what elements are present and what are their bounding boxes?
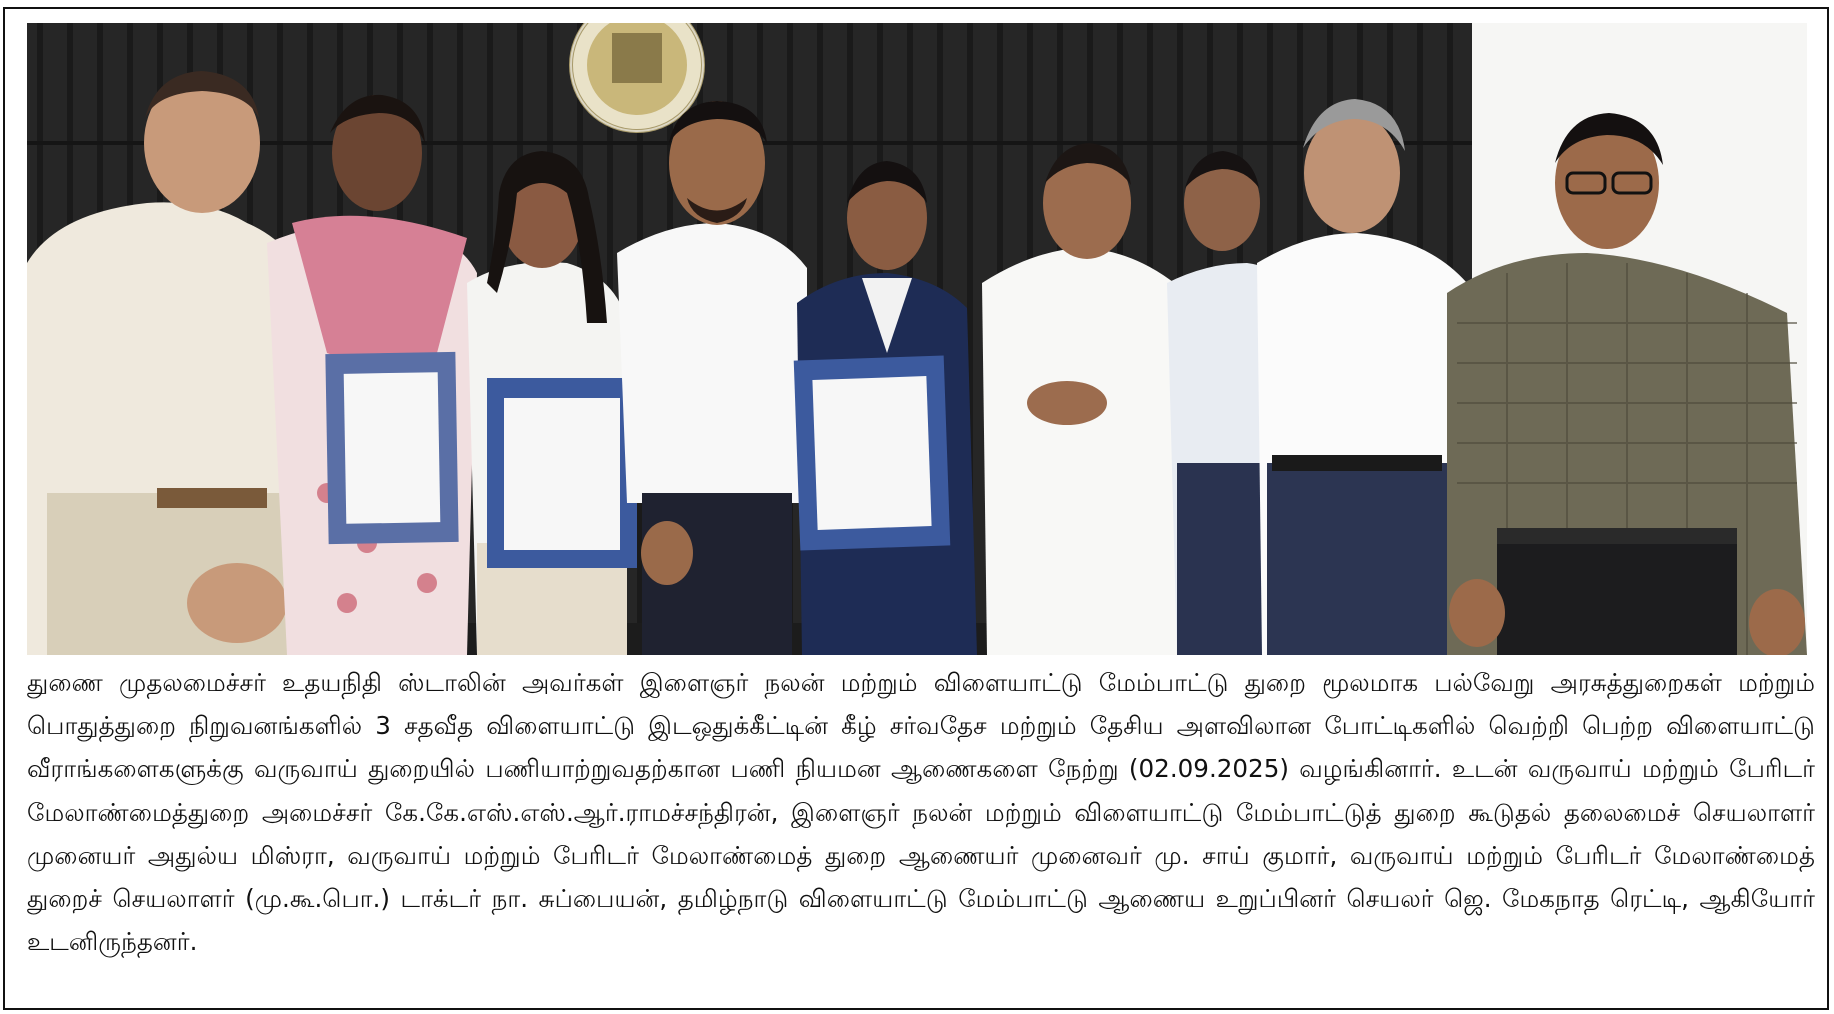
group-photo <box>27 23 1807 655</box>
photo-caption: துணை முதலமைச்சர் உதயநிதி ஸ்டாலின் அவர்கள் இளைஞர் நலன் மற்றும் விளையாட்டு மேம்பாட்டு துறை மூலமாக பல்வேறு அரசுத்துறைகள் மற்றும் பொதுத்துறை நிறுவனங்களில் 3 சதவீத விளையாட்டு இடஒதுக்கீட்டின் கீழ் சர்வதேச மற்றும் தேசிய அளவிலான போட்டிகளில் வெற்றி பெற்ற விளையாட்டு வீராங்களைகளுக்கு வருவாய் துறையில் பணியாற்றுவதற்கான பணி நியமன ஆணைகளை நேற்று (02.09.2025) வழங்கினார். உடன் வருவாய் மற்றும் பேரிடர் மேலாண்மைத்துறை அமைச்சர் கே.கே.எஸ்.எஸ்.ஆர்.ராமச்சந்திரன், இளைஞர் நலன் மற்றும் விளையாட்டு மேம்பாட்டுத் துறை கூடுதல் தலைமைச் செயலாளர் முனையர் அதுல்ய மிஸ்ரா, வருவாய் மற்றும் பேரிடர் மேலாண்மைத் துறை ஆணையர் முனைவர் மு. சாய் குமார், வருவாய் மற்றும் பேரிடர் மேலாண்மைத் துறைச் செயலாளர் (மு.கூ.பொ.) டாக்டர் நா. சுப்பையன், தமிழ்நாடு விளையாட்டு மேம்பாட்டு ஆணைய உறுப்பினர் செயலர் ஜெ. மேகநாத ரெட்டி, ஆகியோர் உடனிருந்தனர். <box>27 668 1815 957</box>
certificate-folder-3 <box>794 355 951 550</box>
certificate-folder-2 <box>487 378 637 568</box>
certificate-folder-1 <box>325 352 458 544</box>
news-clipping-frame <box>3 7 1829 1010</box>
